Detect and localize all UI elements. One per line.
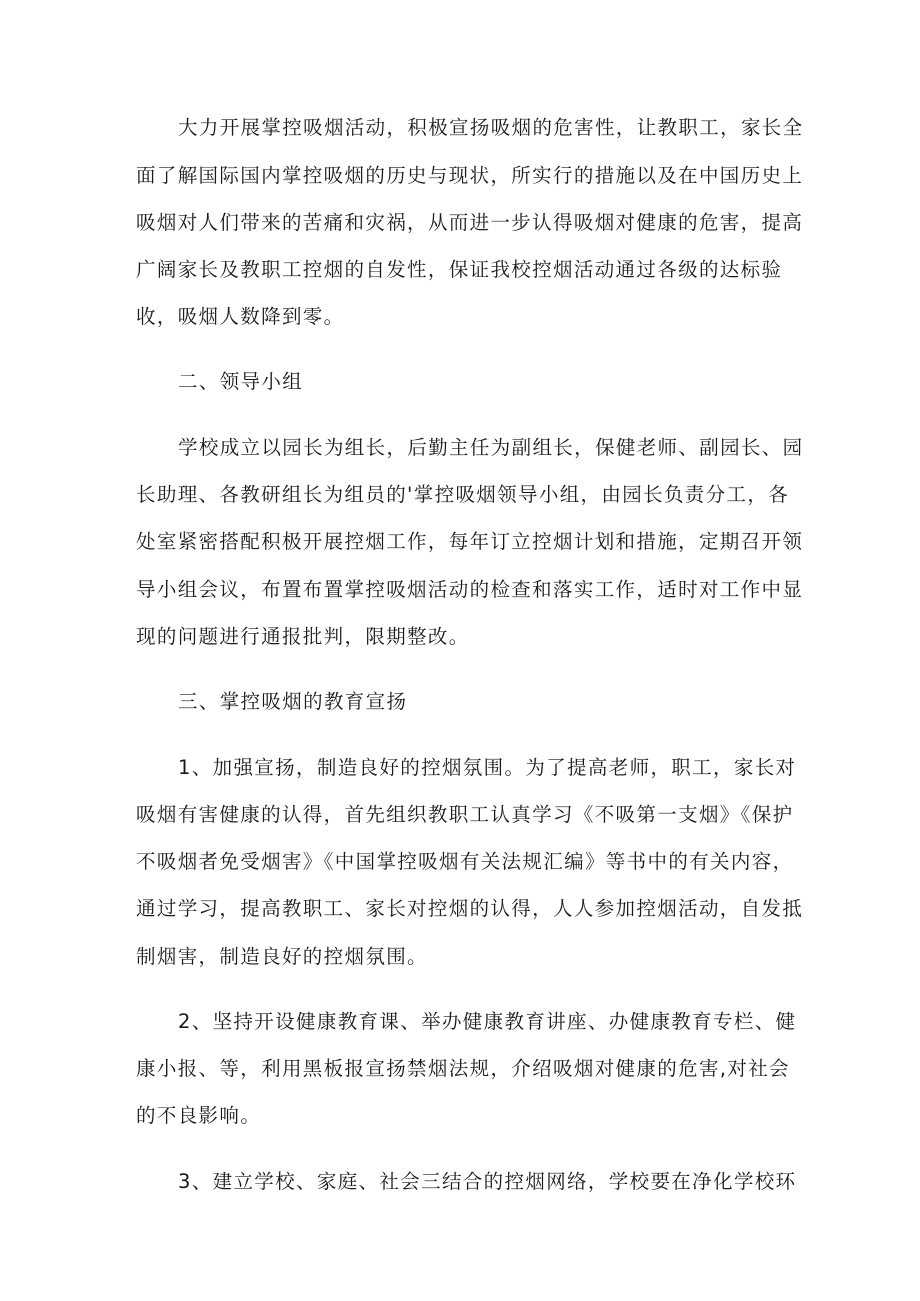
paragraph-1-line-1: 大力开展掌控吸烟活动，积极宣扬吸烟的危害性，让教职工，家长全 (178, 116, 804, 139)
paragraph-4-line-2: 康小报、等，利用黑板报宣扬禁烟法规，介绍吸烟对健康的危害,对社会 (136, 1057, 790, 1080)
paragraph-1-line-4: 广阔家长及教职工控烟的自发性，保证我校控烟活动通过各级的达标验 (136, 258, 783, 281)
paragraph-3-line-3: 不吸烟者免受烟害》《中国掌控吸烟有关法规汇编》等书中的有关内容， (136, 850, 794, 873)
paragraph-2-line-3: 处室紧密搭配积极开展控烟工作，每年订立控烟计划和措施，定期召开领 (136, 530, 804, 553)
paragraph-1-line-2: 面了解国际国内掌控吸烟的历史与现状，所实行的措施以及在中国历史上 (136, 164, 804, 187)
paragraph-2-line-1: 学校成立以园长为组长，后勤主任为副组长，保健老师、副园长、园 (178, 436, 804, 459)
section-heading-3: 三、掌控吸烟的教育宣扬 (178, 690, 408, 713)
paragraph-3-line-4: 通过学习，提高教职工、家长对控烟的认得，人人参加控烟活动，自发抵 (136, 897, 804, 920)
paragraph-3-line-2: 吸烟有害健康的认得，首先组织教职工认真学习《不吸第一支烟》《保护 (136, 803, 794, 826)
paragraph-2-line-2: 长助理、各教研组长为组员的'掌控吸烟领导小组，由园长负责分工，各 (136, 483, 790, 506)
paragraph-2-line-5: 现的问题进行通报批判，限期整改。 (136, 625, 470, 648)
paragraph-5-line-1: 3、建立学校、家庭、社会三结合的控烟网络，学校要在净化学校环 (178, 1170, 797, 1193)
paragraph-4-line-3: 的不良影响。 (136, 1104, 262, 1127)
section-heading-2: 二、领导小组 (178, 370, 304, 393)
paragraph-4-line-1: 2、坚持开设健康教育课、举办健康教育讲座、办健康教育专栏、健 (178, 1010, 797, 1033)
paragraph-2-line-4: 导小组会议，布置布置掌控吸烟活动的检查和落实工作，适时对工作中显 (136, 578, 804, 601)
paragraph-3-line-1: 1、加强宣扬，制造良好的控烟氛围。为了提高老师，职工，家长对 (178, 756, 797, 779)
paragraph-1-line-5: 收，吸烟人数降到零。 (136, 305, 345, 328)
paragraph-1-line-3: 吸烟对人们带来的苦痛和灾祸，从而进一步认得吸烟对健康的危害，提高 (136, 211, 804, 234)
paragraph-3-line-5: 制烟害，制造良好的控烟氛围。 (136, 945, 428, 968)
